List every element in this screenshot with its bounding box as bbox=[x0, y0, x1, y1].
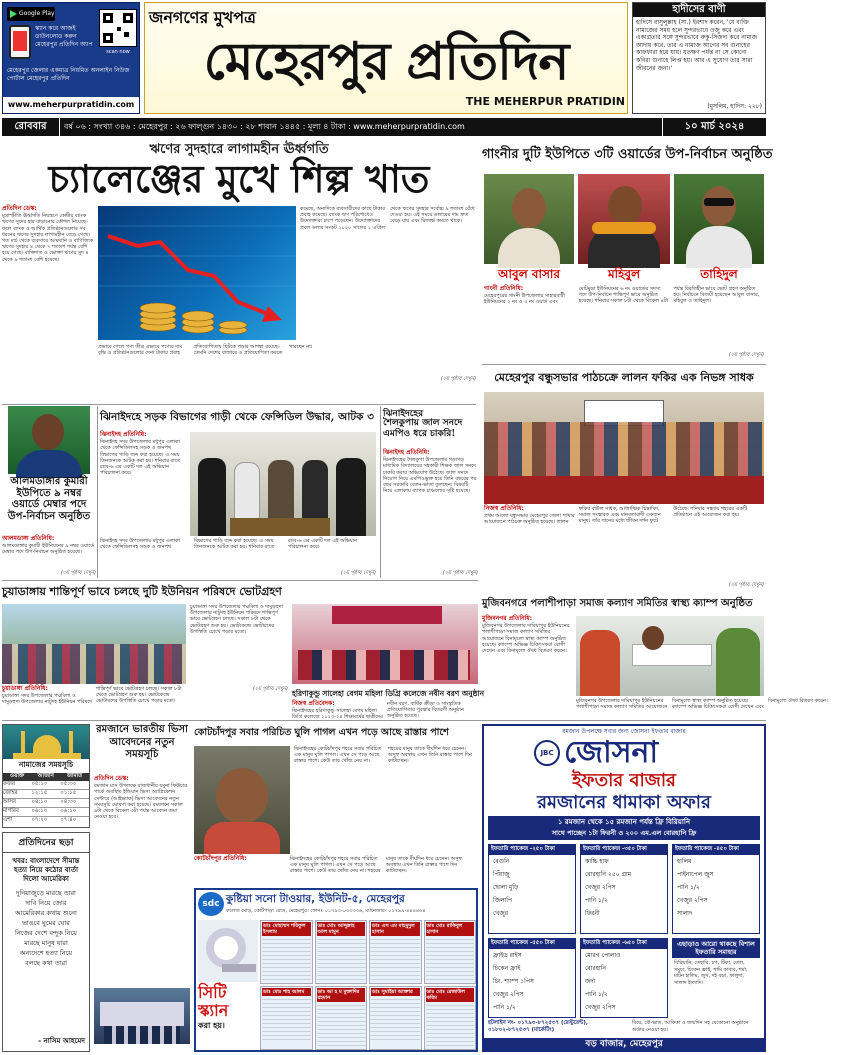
app-download-text: স্ক্যান করে আজই ডাউনলোড করুন মেহেরপুর প্রতিদিন অ্যাপ bbox=[35, 25, 93, 48]
fake-cert-headline: শৈলকুপায় জাল সনদে এমপিও ধরে চাকরি! bbox=[383, 418, 463, 439]
fake-cert-continued[interactable]: (২য় পৃষ্ঠায় দেখুন) bbox=[442, 570, 478, 576]
tagline: জনগণের মুখপত্র bbox=[149, 8, 256, 27]
gangni-continued[interactable]: (২য় পৃষ্ঠায় দেখুন) bbox=[728, 352, 764, 358]
package-header: ইফতারি প্যাকেজ -৬৫০ টাকা bbox=[581, 939, 667, 949]
package-header: ইফতারি প্যাকেজ -৪৫০ টাকা bbox=[673, 845, 759, 855]
lead-col-mid: কমেছে, অন্যদিকে ব্যবসায়ীদের কাছে টাকার প্রবাহ কমেছে। ব্যাংক ঋণ পরিশোধেও উদ্যোক্তারা চাপে পড়েছেন। উদ্যোক্তাদের প্রবল ডলার সংকট ২০২০ সালের ১ এপ্রিল থেকে ঋণের সুদহার সর্বোচ্চ ৯ শতাংশ বেঁধে দেওয়া হয়। এই সময়ে ডলারের দাম দ্রুত বেড়ে যায় এবং রিজার্ভ কমতে থাকে। bbox=[300, 206, 475, 231]
jbc-logo: JBC bbox=[534, 740, 560, 766]
visa-headline: রমজানে ভারতীয় ভিসা আবেদনের নতুন সময়সূচি bbox=[96, 724, 188, 760]
ct-scan-label: সিটি স্ক্যান করা হয়। bbox=[198, 984, 258, 1050]
lead-kicker: ঋণের সুদহারে লাগামহীন ঊর্ধ্বগতি bbox=[149, 142, 329, 157]
road-story bbox=[194, 722, 478, 886]
gangni-headline: গাংনীর দুটি ইউপিতে ৩টি ওয়ার্ডের উপ-নির্বাচন অনুষ্ঠিত bbox=[482, 140, 766, 170]
sono-address: কলেজ মোড়, কোর্টপাড়া রোড, মেহেরপুর। ফোনঃ ০১৭৯৩-০৩৩৩৩৬, ম্যানেজার- ০১৭৯৯-৪৪৪৪৬৪ bbox=[226, 908, 426, 914]
road-headline: কোটচাঁদপুর সবার পরিচিত ঘুলি পাগল এখন পড়ে আছে রাস্তার পাশে bbox=[194, 727, 449, 738]
jhenaidah-col1: ঝিনাইদহ প্রতিনিধি: ঝিনাইদহ সদর উপজেলার মধুপুর এলাকা থেকে ফেন্সিডিলসহ সড়ক ও জনপথ বিভাগের গাড়ি জব্দ করা হয়েছে। এ সময় তিনজনকে আটক করা হয়। শনিবার রাতে র‍্যাব-৬ এর একটি দল এই অভিযান পরিচালনা করে। bbox=[100, 431, 181, 477]
josna-offer: রমজানের ধামাকা অফার bbox=[537, 792, 711, 813]
jhenaidah-headline: ঝিনাইদহে সড়ক বিভাগের গাড়ী থেকে ফেন্সিডিল উদ্ধার, আটক ৩ bbox=[100, 411, 374, 423]
day-label: রোববার bbox=[2, 118, 60, 136]
package-3: ইফতারি প্যাকেজ -৪৫০ টাকা হালিম পাইনাপেল জুস পানি ১/২ খেজুর ২পিস সালাদ bbox=[672, 844, 760, 934]
fake-cert-kicker: ঝিনাইদহের bbox=[383, 409, 424, 419]
website-strip[interactable]: www.meherpurpratidin.com bbox=[3, 97, 139, 113]
camp-headline: মুজিবনগরে পলাশীপাড়া সমাজ কল্যাণ সমিতির স্বাস্থ্য ক্যাম্প অনুষ্ঠিত bbox=[482, 598, 753, 609]
rhyme-line: দুনিয়াজুড়ে মারছে তারা bbox=[16, 889, 76, 897]
lead-continued[interactable]: (২য় পৃষ্ঠায় দেখুন) bbox=[440, 376, 476, 382]
josna-notice: ১ রমজান থেকে ১৫ রমজান পর্যন্ত ফ্রি বিরিয়ানি সাথে পাচ্ছেন ১টা ফিরনী ও ২০০ এম.এল বোরহানি ফ্রি bbox=[488, 816, 760, 840]
newspaper-title: মেহেরপুর প্রতিদিন bbox=[203, 31, 569, 92]
rhyme-lines bbox=[3, 888, 89, 968]
doctor-card: ডাঃ সুমাইয়া আক্তার bbox=[369, 986, 422, 1050]
ward-body: আলমডাঙ্গা প্রতিনিধি: আলমডাঙ্গার কুমারী ইউনিয়নের ৯ নম্বর ওয়ার্ডে মেম্বার পদে উপ-নির্বাচন অনুষ্ঠিত হয়েছে। bbox=[2, 535, 95, 556]
phone-illustration bbox=[9, 25, 31, 59]
josna-sub: ইফতার বাজার bbox=[572, 770, 676, 791]
divider bbox=[482, 364, 766, 365]
visa-body: প্রতিদিন ডেস্ক: রমজান মাস উপলক্ষে রাজধানীর যমুনা ফিউচার পার্কে অবস্থিত ইন্ডিয়ান ভিসা অ্যাপ্লিকেশন সেন্টারে (আইভ্যাক) ভিসা আবেদনের নতুন সময়সূচি ঘোষণা করা হয়েছে। রমজানে সকাল ৯টা থেকে বিকেল ৩টা পর্যন্ত আবেদন জমা নেওয়া হবে। bbox=[94, 775, 188, 821]
qr-label: scan now bbox=[106, 49, 130, 55]
title-area bbox=[144, 2, 628, 114]
lalon-continued[interactable]: (২য় পৃষ্ঠায় দেখুন) bbox=[728, 582, 764, 588]
josna-side-text: বিরিয়ানি, তেহারি, চপ, টিকা, রোল, সমুচা, চিকেন ফ্রাই, শামি কাবাব, শর্মা, মাটন হালিম, জুস, দই বড়া, ফালুদা, সালাদ ইত্যাদি। bbox=[674, 960, 748, 986]
rhyme-line: মারছে মানুষ যারা bbox=[24, 939, 68, 947]
chuadanga-headline: চুয়াডাঙ্গায় শান্তিপূর্ণ ভাবে চলছে দুটি ইউনিয়ন পরিষদে ভোটগ্রহণ bbox=[2, 585, 282, 598]
doctor-card: ডাঃ এস এম মাহমুদুল হাসান bbox=[369, 920, 422, 984]
doctor-grid bbox=[260, 920, 476, 1050]
visa-office-photo bbox=[94, 988, 190, 1044]
josna-hotline[interactable]: হটলাইন নং- ০১৭৯৩-৮৭২৫৩৭ (রেস্টুরেন্ট), ০১৮০২-৮৭২৫৩৭ (মার্কেটিং) bbox=[488, 1020, 588, 1033]
divider bbox=[2, 720, 766, 721]
college-body: নিজস্ব প্রতিবেদক: ঝিনাইদহের হরিণাকুন্ডু সালেহা বেগম মহিলা ডিগ্রি কলেজে ২০২৩-২৪ শিক্ষাবর্ষের ছাত্রীদের নবীন বরণ, বার্ষিক ক্রীড়া ও সাংস্কৃতিক প্রতিযোগিতার পুরস্কার বিতরণী অনুষ্ঠান অনুষ্ঠিত হয়েছে। bbox=[292, 700, 464, 721]
josna-side-box bbox=[672, 938, 760, 1018]
rhyme-line: আমেরিকার কথায় শুনো bbox=[15, 909, 77, 917]
hadith-box bbox=[632, 2, 766, 114]
divider bbox=[2, 580, 478, 581]
ward-continued[interactable]: (৩য় পৃষ্ঠায় দেখুন) bbox=[60, 570, 96, 576]
jhenaidah-bottom: ঝিনাইদহ সদর উপজেলার মধুপুর এলাকা থেকে ফেন্সিডিলসহ সড়ক ও জনপথ বিভাগের গাড়ি জব্দ করা হয়েছে। এ সময় তিনজনকে আটক করা হয়। শনিবার রাতে র‍্যাব-৬ এর একটি দল এই অভিযান পরিচালনা করে। bbox=[100, 538, 358, 551]
gangni-story bbox=[482, 140, 773, 362]
rhyme-line: দাবি নিয়ে জোর bbox=[25, 899, 67, 907]
masthead bbox=[0, 0, 768, 116]
candidate-photo-2 bbox=[578, 174, 670, 264]
rhyme-author: - নাসিম আহমেদ bbox=[38, 1037, 85, 1045]
college-ceremony-photo bbox=[292, 604, 478, 684]
ward-winner-photo bbox=[8, 406, 90, 474]
josna-catering-note: বিয়ে, বৌ-ভাত, আকিকা ও জন্মদিন সহ যেকোনো অনুষ্ঠানে অর্ডার নেওয়া হয়। bbox=[632, 1020, 749, 1033]
sdc-logo: sdc bbox=[198, 892, 224, 916]
portal-description: মেহেরপুর জেলার একমাত্র নিয়মিত অনলাইন নিউজ পোর্টাল মেহেরপুর প্রতিদিন bbox=[7, 67, 130, 82]
hadith-title: হাদীসের বাণী bbox=[633, 3, 765, 17]
doctor-card: ডাঃ মোঃ রাকিবুল হাসান bbox=[424, 920, 477, 984]
package-5: ইফতারি প্যাকেজ -৬৫০ টাকা মোরগ পোলাও বোরহানি জর্দা পানি ১/২ খেজুর ২পিস bbox=[580, 938, 668, 1018]
road-man-photo bbox=[194, 746, 290, 854]
package-1: ইফতারি প্যাকেজ -২৫০ টাকা বেগুনি পিঁয়াজু ছোলা মুড়ি জিলাপি খেজুর bbox=[488, 844, 576, 934]
rhyme-title: প্রতিদিনের ছড়া bbox=[3, 833, 89, 853]
ward-headline: আলমডাঙ্গার কুমারী ইউপিতে ৯ নম্বর ওয়ার্ডে মেম্বার পদে উপ-নির্বাচন অনুষ্ঠিত bbox=[7, 476, 91, 522]
gangni-body: গাংনী প্রতিনিধি: মেহেরপুরের গাংনী উপজেলার সাহারবাটী ইউনিয়নের ২ নং ও ৩ নং ওয়ার্ড এবং মোটমুড়া ইউনিয়নের ৬ নং ওয়ার্ডের সদস্য পদে উপ-নির্বাচন শান্তিপূর্ণ ভাবে অনুষ্ঠিত হয়েছে। শনিবার সকাল ৮টা থেকে বিকেল ৪টা পর্যন্ত বিরতিহীন ভাবে ভোট গ্রহণ অনুষ্ঠিত হয়। নির্বাচনে বিজয়ী হয়েছেন আবুল বাসার, মহিবুল ও তাহিদুল। bbox=[484, 285, 760, 306]
lalon-group-photo bbox=[484, 392, 764, 504]
rhyme-line: নিজের দেশে বন্দুক নিয়ে bbox=[14, 929, 77, 937]
health-camp-photo bbox=[576, 616, 764, 696]
package-header: ইফতারি প্যাকেজ -৩৫০ টাকা bbox=[581, 845, 667, 855]
prayer-row: এশা ০৭:২০ ০৭:৪০ bbox=[3, 817, 77, 823]
prayer-times-box bbox=[2, 724, 90, 828]
lead-headline: চ্যালেঞ্জের মুখে শিল্প খাত bbox=[48, 156, 430, 201]
doctor-card: ডাঃ মোঃ রেজাউল করিম bbox=[424, 986, 477, 1050]
doctor-card: ডাঃ মোঃ শাহ আলম bbox=[260, 986, 313, 1050]
candidate-name-1: আবুল বাসার bbox=[498, 267, 560, 281]
prayer-row: ফজর ০৫:১০ ০৫:৩০ bbox=[3, 781, 89, 790]
doctor-card: ডাঃ আ হ ম মুক্তাদির রহমান bbox=[315, 986, 368, 1050]
sono-title: কুষ্টিয়া সনো টাওয়ার, ইউনিট-৫, মেহেরপুর bbox=[226, 893, 405, 905]
josna-side-title: এছাড়াও আরো থাকছে বিশাল ইফতারি সমাহার bbox=[672, 938, 760, 958]
prayer-row: আসর ০৪:১০ ০৪:৩০ bbox=[3, 799, 89, 808]
prayer-header: জামাত bbox=[66, 773, 83, 779]
lead-story bbox=[2, 140, 476, 402]
decline-graph-illustration bbox=[98, 206, 296, 340]
jhenaidah-story bbox=[100, 406, 378, 578]
chuadanga-continued[interactable]: (২য় পৃষ্ঠায় দেখুন) bbox=[252, 686, 288, 692]
seized-vehicle-photo bbox=[190, 432, 376, 536]
voting-queue-photo bbox=[2, 604, 186, 684]
visa-story bbox=[94, 724, 190, 1052]
issue-info: বর্ষ ০৬ : সংখ্যা ৩৪৬ : মেহেরপুর : ২৬ ফাল্গুন ১৪৩০ : ২৮ শাবান ১৪৪৫ : মূল্য ৪ টাকা : www.meherpurpratidin.com bbox=[64, 122, 465, 131]
app-promo-box bbox=[2, 2, 140, 114]
candidate-photo-3 bbox=[674, 174, 764, 264]
lalon-story bbox=[482, 366, 766, 592]
josna-brand: জোসনা bbox=[564, 735, 659, 770]
mosque-illustration bbox=[3, 725, 89, 759]
candidate-photo-1 bbox=[484, 174, 574, 264]
divider bbox=[380, 406, 381, 578]
rhyme-box bbox=[2, 832, 90, 1052]
package-2: ইফতারি প্যাকেজ -৩৫০ টাকা কাচ্চি হাফ বোরহানি ২৫০ গ্রাম খেজুর ২পিস পানি ১/২ ফিরনী bbox=[580, 844, 668, 934]
camp-bottom: মুজিবনগর উপজেলার দারিয়াপুর ইউনিয়নের পলাশীপাড়া সমাজ কল্যাণ সমিতির আয়োজনে বিনামূল্যে স্বাস্থ্য ক্যাম্প অনুষ্ঠিত হয়েছে। ক্যাম্পে অভিজ্ঞ চিকিৎসকরা রোগী দেখেন এবং বিনামূল্যে ঔষধ বিতরণ করেন। bbox=[576, 698, 828, 711]
josna-ad[interactable] bbox=[482, 724, 766, 1052]
candidate-name-3: তাহিদুল bbox=[700, 267, 738, 281]
package-header: ইফতারি প্যাকেজ -৫৫০ টাকা bbox=[489, 939, 575, 949]
fake-cert-body: ঝিনাইদহ প্রতিনিধি: ঝিনাইদহের শৈলকুপা উপজেলার গড়াগড় মাধ্যমিক বিদ্যালয়ের সহকারী শিক্ষক জাল সনদে চাকরি করার অভিযোগ উঠেছে। জাল সনদে নিয়োগ নিয়ে এমপিওভুক্ত হয়ে তিনি বছরের পর বছর সরকারি বেতন-ভাতা তুলছেন। বিষয়টি নিয়ে এলাকায় ব্যাপক চাঞ্চল্যের সৃষ্টি হয়েছে। bbox=[383, 449, 477, 495]
rhyme-line: ভাঙবে ঘুমের ঘোর bbox=[22, 919, 70, 927]
divider bbox=[2, 404, 476, 405]
ct-machine-illustration bbox=[198, 920, 258, 982]
road-col: ঝিনাইদহের কোটচাঁদপুর শহরে সবার পরিচিত এক মানুষ ঘুলি পাগল। এখন সে পড়ে আছে রাস্তার পাশে। কেউ তার খোঁজ নেয় না। শহরের মানুষ তাকে দীর্ঘদিন ধরে চেনেন। অসুস্থ অবস্থায় এখন তিনি রাস্তার পাশে দিন কাটাচ্ছেন। bbox=[294, 746, 472, 765]
josna-address: বড় বাজার, মেহেরপুর bbox=[484, 1038, 764, 1050]
ward-story bbox=[2, 406, 96, 578]
josna-top-line: রমজান উপলক্ষে সবার জন্য জোসনা ইফতার বাজার bbox=[562, 728, 686, 735]
qr-code[interactable] bbox=[99, 9, 137, 47]
date-label: ১০ মার্চ ২০২৪ bbox=[662, 118, 766, 136]
newspaper-title-en: THE MEHERPUR PRATIDIN bbox=[465, 95, 625, 108]
prayer-row: জোহর ১২:১৫ ০১:১৫ bbox=[3, 790, 89, 799]
chuadanga-body: চুয়াডাঙ্গা প্রতিনিধি: চুয়াডাঙ্গা সদর উপজেলার পদ্মবিলা ও দামুড়হুদা উপজেলার নাটুদহ ইউনিয়ন পরিষদে শান্তিপূর্ণ ভাবে ভোটগ্রহণ চলছে। সকাল ৮টা থেকে ভোটগ্রহণ শুরু হয়। ভোটকেন্দ্রে ভোটারদের উপস্থিতি চোখে পড়ার মতো। bbox=[2, 685, 182, 706]
doctor-card: ডাঃ মোহাম্মদ শরিফুল ইসলাম bbox=[260, 920, 313, 984]
rhyme-line: অন্যদেশে হত্যা নিয়ে bbox=[19, 949, 73, 957]
prayer-header: আজান bbox=[37, 773, 54, 779]
candidate-name-2: মহিবুল bbox=[607, 267, 641, 281]
rhyme-headline: খবর: বাংলাদেশে সীমান্ত হত্যা নিয়ে কঠোর বার্তা দিলো আমেরিকা bbox=[12, 857, 80, 883]
google-play-badge[interactable]: Google Play bbox=[7, 7, 55, 21]
package-header: ইফতারি প্যাকেজ -২৫০ টাকা bbox=[489, 845, 575, 855]
chuadanga-mid: চুয়াডাঙ্গা সদর উপজেলার পদ্মবিলা ও দামুড়হুদা উপজেলার নাটুদহ ইউনিয়ন পরিষদে শান্তিপূর্ণ ভাবে ভোটগ্রহণ চলছে। সকাল ৮টা থেকে ভোটগ্রহণ শুরু হয়। ভোটকেন্দ্রে ভোটারদের উপস্থিতি চোখে পড়ার মতো। bbox=[190, 604, 283, 635]
play-icon bbox=[10, 10, 17, 18]
package-4: ইফতারি প্যাকেজ -৫৫০ টাকা ফ্রাইড রাইস চিকেন ফ্রাই চিং. শ্যাম্প ১পিস খেজুর ২পিস পানি ১/২ bbox=[488, 938, 576, 1018]
rhyme-line: বলছে কথা তারা bbox=[24, 959, 67, 967]
camp-story bbox=[482, 594, 828, 718]
prayer-table bbox=[3, 773, 89, 825]
lead-bottom-text: প্রভাবে গেলে পণ্য তীব্র এভাবে পণ্যের দাম বৃদ্ধি ও প্রতিষ্ঠানগুলোর দেনা টাকার প্রবাহ প্রতিযোগিতায় ছিটকে পড়ার আশঙ্কা রয়েছে। তেমনি দেশের বাজারে ও প্রতিযোগিতা করতে পারছেন না। bbox=[98, 344, 313, 357]
dateline-bar bbox=[2, 118, 766, 136]
sono-ad[interactable] bbox=[194, 888, 478, 1052]
fake-cert-story bbox=[383, 406, 478, 578]
prayer-row: মাগরিব ০৬:১০ ০৬:১০ bbox=[3, 808, 89, 817]
jhenaidah-continued[interactable]: (২য় পৃষ্ঠায় দেখুন) bbox=[340, 570, 376, 576]
prayer-header-row bbox=[3, 773, 89, 781]
hadith-text: হাদিসে রাসুলুল্লাহ (সা.) ইরশাদ করেন, 'যে ব্যক্তি নামাজের সময় হলে সুন্দরভাবে ওজু করে এবং একাগ্রতার সঙ্গে সুন্দরভাবে রুকু-সিজদা করে নামাজ আদায় করে, তার এ নামাজ আগের সব গুনাহের কাফফারা হয়ে যায়। যতক্ষণ পর্যন্ত না সে কোনো কবিরা গুনাহে লিপ্ত হয়। আর এ সুযোগ তার সারা জীবনের জন্য।' bbox=[636, 19, 758, 72]
doctor-card: ডাঃ মোঃ আব্দুল্লাহ আল মামুন bbox=[315, 920, 368, 984]
lalon-headline: মেহেরপুর বন্ধুসভার পাঠচক্রে লালন ফকির এক নিভঙ্গ সাধক bbox=[494, 371, 754, 384]
camp-body: মুজিবনগর প্রতিনিধি: মুজিবনগর উপজেলার দারিয়াপুর ইউনিয়নের পলাশীপাড়া সমাজ কল্যাণ সমিতির আয়োজনে বিনামূল্যে স্বাস্থ্য ক্যাম্প অনুষ্ঠিত হয়েছে। ক্যাম্পে অভিজ্ঞ চিকিৎসকরা রোগী দেখেন এবং বিনামূল্যে ঔষধ বিতরণ করেন। bbox=[482, 615, 570, 655]
finance-chart-photo bbox=[98, 206, 296, 340]
prayer-header: ওয়াক্ত bbox=[10, 773, 25, 779]
hadith-source: (মুসলিম, হাদিস: ২২৮) bbox=[707, 103, 762, 110]
road-bottom: কোটচাঁদপুর প্রতিনিধি: ঝিনাইদহের কোটচাঁদপুর শহরে সবার পরিচিত এক মানুষ ঘুলি পাগল। এখন সে পড়ে আছে রাস্তার পাশে। কেউ তার খোঁজ নেয় না। শহরের মানুষ তাকে দীর্ঘদিন ধরে চেনেন। অসুস্থ অবস্থায় এখন তিনি রাস্তার পাশে দিন কাটাচ্ছেন। bbox=[194, 855, 462, 875]
college-headline: হরিণাকুন্ডু সালেহা বেগম মহিলা ডিগ্রি কলেজে নবীন বরণ অনুষ্ঠান bbox=[292, 689, 484, 698]
prayer-title: নামাজের সময়সূচি bbox=[18, 760, 74, 769]
lead-col1: প্রতিদিন ডেস্ক: মুদ্রাস্ফীতি ঊর্ধ্বগতি নিয়ন্ত্রণে কেন্দ্রীয় ব্যাংক ঋণের সুদের হার বাড়ানোর কৌশল নিয়েছে। ফলে ব্যাংক ও আর্থিক প্রতিষ্ঠানগুলোর সব ধরনের ঋণের সুদহার লাগামহীন বেড়ে গেছে। গত মার্চ থেকে ব্যবসায়ে আমদানি ও বাণিজ্যিক ঋণের সুদহার ৪ থেকে ৭ শতাংশ পর্যন্ত বেশি হয়ে গেছে। ব্যক্তিগত ও ভোক্তা ঋণের সুদ ৪ থেকে ৯ শতাংশ বেশি হয়েছে। bbox=[2, 205, 94, 263]
lalon-body: নিজস্ব প্রতিনিধি: প্রথম আলো বন্ধুসভার মেহেরপুর জেলা শাখার আয়োজনে পাঠচক্র অনুষ্ঠিত হয়েছে। লালন ফকির বাউল সাধক, আধ্যাত্মিক চিন্তাবিদ, সমাজ সংস্কারক এবং মানবতাবাদী একজন মানুষ। তাঁর গানের মধ্যে জীবন দর্শন ফুটে উঠেছে। শনিবার সন্ধ্যায় শহরের একটি প্রতিষ্ঠানে এই আয়োজন করা হয়। bbox=[484, 505, 748, 526]
divider bbox=[97, 406, 98, 578]
